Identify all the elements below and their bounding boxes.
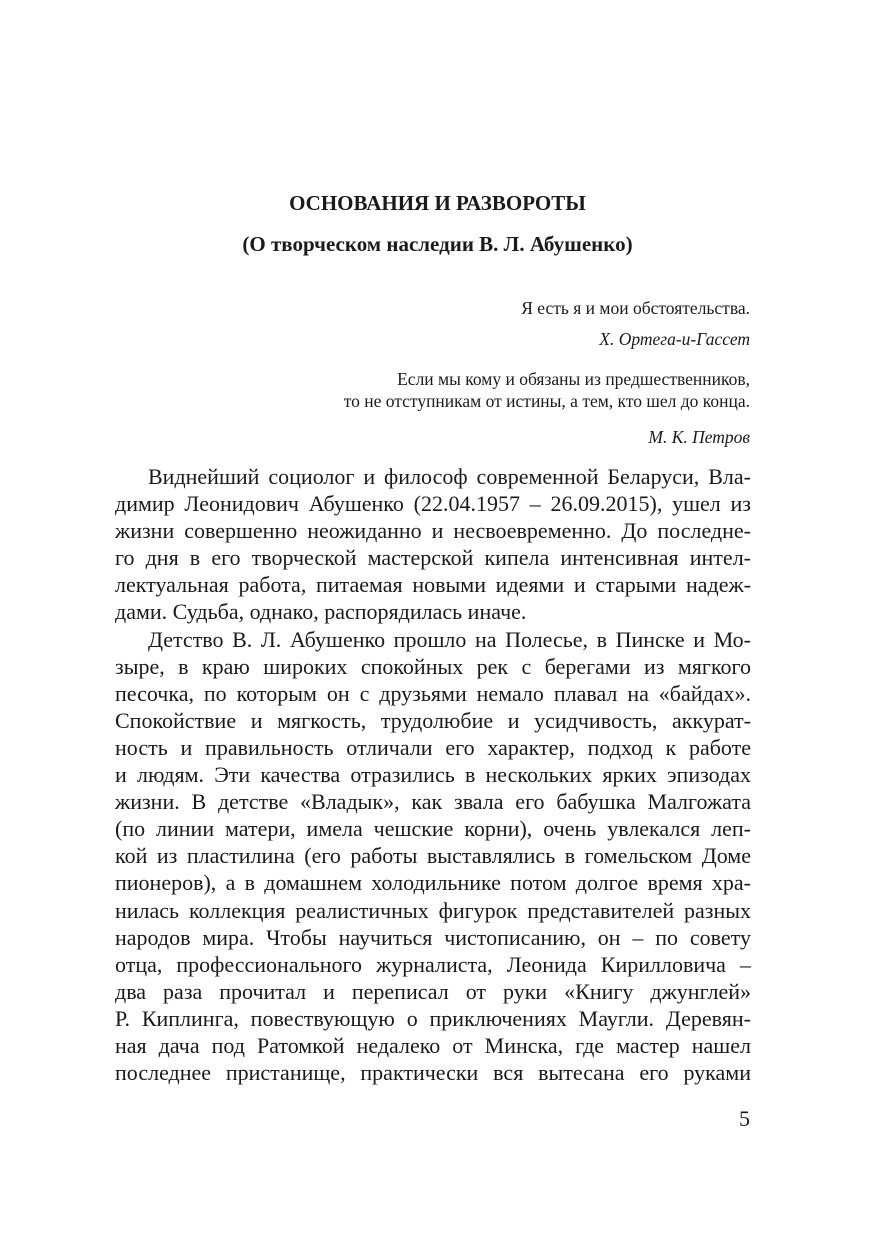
text-line: нилась коллекция реалистичных фигурок представителей разных (115, 897, 751, 923)
text-line: Виднейший социолог и философ современной Беларуси, Вла- (148, 464, 751, 489)
chapter-subtitle: (О творческом наследии В. Л. Абушенко) (242, 232, 633, 256)
text-line: народов мира. Чтобы научиться чистописанию, он – по совету (115, 924, 751, 950)
text-line: Детство В. Л. Абушенко прошло на Полесье, в Пинске и Мо- (148, 626, 751, 652)
epigraph-2-author: М. К. Петров (648, 427, 750, 447)
chapter-title: ОСНОВАНИЯ И РАЗВОРОТЫ (289, 191, 586, 215)
text-line: Р. Киплинга, повествующую о приключениях Маугли. Деревян- (115, 1005, 751, 1031)
text-line: зыре, в краю широких спокойных рек с берегами из мягкого (115, 653, 751, 679)
text-line: кой из пластилина (его работы выставлялись в гомельском Доме (115, 843, 751, 869)
text-line: два раза прочитал и переписал от руки «Книгу джунглей» (115, 978, 751, 1004)
text-line: последнее пристанище, практически вся вытесана его руками (115, 1060, 751, 1086)
text-line: жизни. В детстве «Владык», как звала его бабушка Малгожата (115, 789, 751, 815)
text-line: и людям. Эти качества отразились в нескольких ярких эпизодах (115, 762, 751, 788)
epigraph-1-line-1: Я есть я и мои обстоятельства. (521, 298, 750, 318)
body-text (115, 463, 751, 1086)
text-line: дами. Судьба, однако, распорядилась иначе. (115, 599, 527, 625)
text-line: го дня в его творческой мастерской кипела интенсивная интел- (115, 545, 751, 571)
text-line: песочка, по которым он с друзьями немало плавал на «байдах». (115, 680, 751, 706)
text-line: ная дача под Ратомкой недалеко от Минска, где мастер нашел (115, 1032, 751, 1058)
text-line: лектуальная работа, питаемая новыми идеями и старыми надеж- (115, 572, 751, 598)
text-line: отца, профессионального журналиста, Леонида Кирилловича – (115, 951, 751, 977)
text-line: жизни совершенно неожиданно и несвоевременно. До последне- (115, 518, 751, 544)
epigraph-1-author: Х. Ортега-и-Гассет (599, 329, 750, 349)
text-line: ность и правильность отличали его характер, подход к работе (115, 734, 751, 760)
text-line: Спокойствие и мягкость, трудолюбие и усидчивость, аккурат- (115, 707, 751, 733)
epigraph-2-line-1: Если мы кому и обязаны из предшественников, (397, 369, 750, 389)
text-line: димир Леонидович Абушенко (22.04.1957 – 26.09.2015), ушел из (115, 491, 751, 517)
epigraph-2-line-2: то не отступникам от истины, а тем, кто шел до конца. (343, 391, 750, 411)
text-line: пионеров), а в домашнем холодильнике потом долгое время хра- (115, 870, 751, 896)
page-number: 5 (739, 1106, 750, 1131)
text-line: (по линии матери, имела чешские корни), очень увлекался леп- (115, 816, 751, 842)
